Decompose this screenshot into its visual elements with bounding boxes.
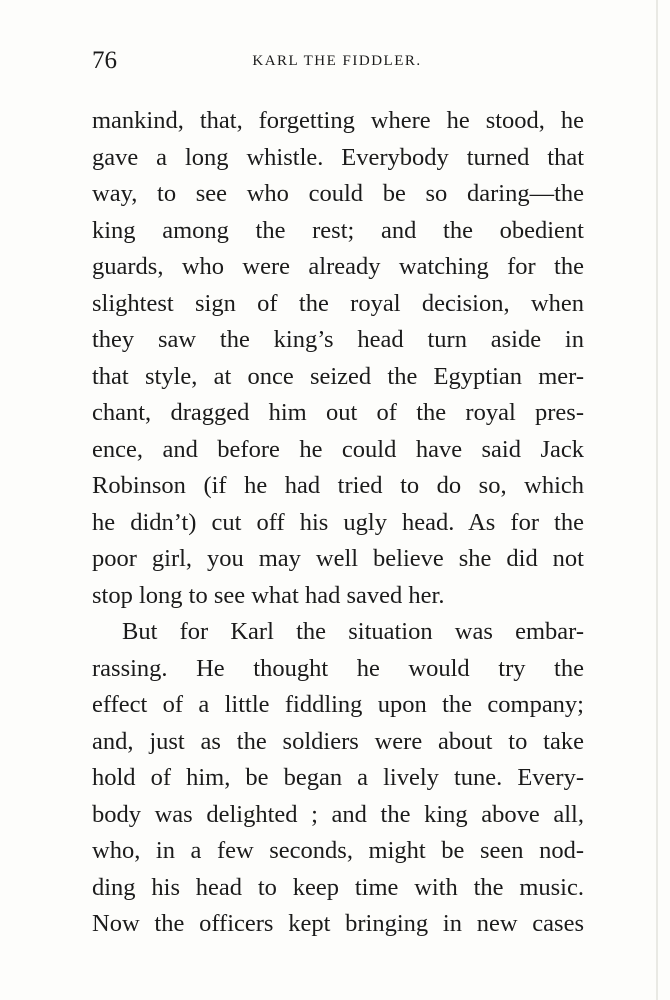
text-line: who, in a few seconds, might be seen nod- [92,837,584,864]
text-line: guards, who were already watching for the [92,253,584,280]
text-line: Robinson (if he had tried to do so, which [92,472,584,499]
text-line: Now the officers kept bringing in new cases [92,910,584,937]
text-line: they saw the king’s head turn aside in [92,326,584,353]
body-text [92,103,584,943]
page-number: 76 [92,47,117,74]
text-line: poor girl, you may well believe she did not [92,545,584,572]
text-line: gave a long whistle. Everybody turned that [92,143,584,171]
text-line: king among the rest; and the obedient [92,216,584,244]
text-line: body was delighted ; and the king above all, [92,800,584,828]
text-line: ding his head to keep time with the music. [92,873,584,901]
running-title: KARL THE FIDDLER. [252,53,422,69]
text-line: ence, and before he could have said Jack [92,435,584,463]
text-line: slightest sign of the royal decision, when [92,289,584,317]
running-head [92,46,582,76]
text-line: mankind, that, forgetting where he stood, he [92,107,584,134]
paragraph-first-line: But for Karl the situation was embar- [122,618,584,645]
text-line: hold of him, be began a lively tune. Every- [92,764,584,791]
text-line: way, to see who could be so daring—the [92,180,584,207]
text-line: rassing. He thought he would try the [92,654,584,682]
text-line: he didn’t) cut off his ugly head. As for the [92,508,584,536]
text-line: that style, at once seized the Egyptian mer- [92,362,584,390]
text-line: effect of a little fiddling upon the company; [92,691,584,718]
paragraph-last-line: stop long to see what had saved her. [92,581,445,609]
text-line: and, just as the soldiers were about to take [92,727,584,755]
text-line: chant, dragged him out of the royal pres- [92,399,584,426]
page-edge [656,0,658,1000]
